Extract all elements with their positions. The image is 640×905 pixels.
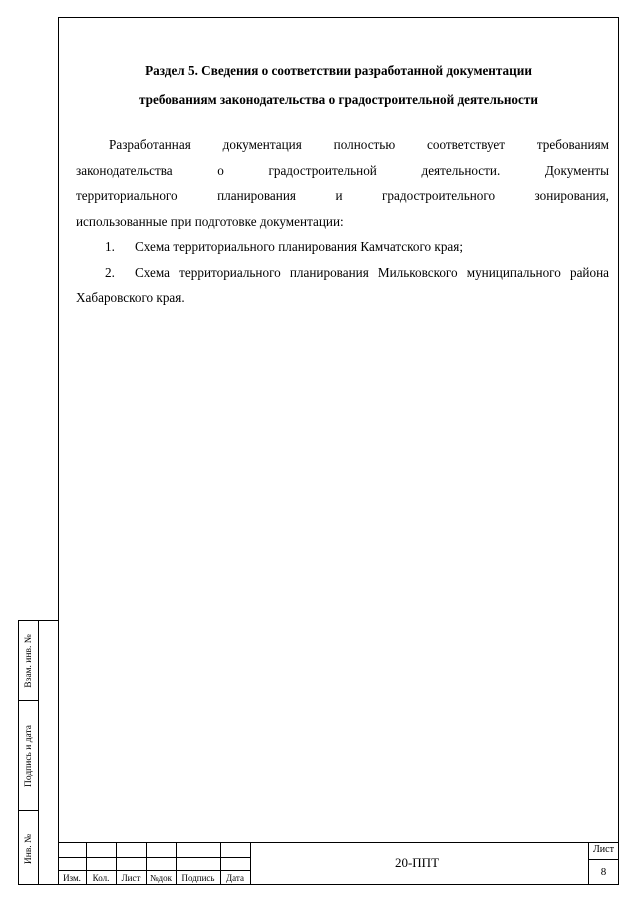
- section-heading-line-1: Раздел 5. Сведения о соответствии разработанной документации: [145, 63, 532, 78]
- paragraph-line-3: [76, 183, 609, 209]
- paragraph-line-4: использованные при подготовке документации:: [76, 213, 344, 229]
- list-item-number: 1.: [105, 239, 115, 254]
- word: документация: [222, 137, 302, 152]
- word: градостроительного: [382, 188, 496, 203]
- list-item-text: Схема территориального планирования Камчатского края;: [135, 239, 464, 254]
- body-text: [76, 132, 609, 311]
- section-heading: [58, 56, 619, 114]
- word: территориального: [76, 188, 178, 203]
- list-item-text: Схема территориального планирования Мильковского муниципального района Хабаровского края.: [76, 264, 609, 305]
- list-item-number: 2.: [105, 264, 115, 280]
- word: Разработанная: [109, 137, 191, 152]
- side-field-signature-date-label: Подпись и дата: [24, 724, 34, 787]
- label-date: Дата: [226, 873, 244, 883]
- label-sheet: Лист: [121, 873, 141, 883]
- word: планирования: [217, 188, 296, 203]
- side-field-replacement-inv: [19, 621, 39, 701]
- side-field-signature-date: [19, 701, 39, 811]
- paragraph-line-2: [76, 158, 609, 184]
- word: и: [335, 188, 343, 203]
- label-doc-number: №док: [149, 873, 173, 883]
- title-block: [58, 842, 619, 885]
- sheet-number: 8: [600, 866, 607, 878]
- list-item-2: [76, 260, 609, 311]
- label-quantity: Кол.: [92, 873, 110, 883]
- section-heading-line-2: требованиям законодательства о градостроительной деятельности: [139, 92, 538, 107]
- side-stamp-column: [19, 621, 39, 884]
- sheet-label: Лист: [593, 844, 614, 855]
- label-signature: Подпись: [181, 873, 215, 883]
- paragraph-line-1: [76, 132, 609, 158]
- word: Документы: [544, 162, 609, 178]
- word: полностью: [333, 137, 396, 152]
- side-field-replacement-inv-label: Взам. инв. №: [24, 633, 34, 688]
- side-stamp: [18, 620, 58, 885]
- side-field-inv-number-label: Инв. №: [24, 833, 34, 864]
- label-change: Изм.: [63, 873, 81, 883]
- side-field-inv-number: [19, 811, 39, 886]
- word: соответствует: [427, 137, 506, 152]
- document-code: 20-ППТ: [394, 855, 440, 870]
- word: о: [217, 162, 224, 178]
- word: зонирования,: [534, 188, 609, 203]
- word: деятельности.: [421, 162, 501, 178]
- word: законодательства: [76, 162, 173, 178]
- list-item-1: [76, 234, 609, 260]
- word: требованиям: [536, 137, 609, 152]
- word: градостроительной: [268, 162, 377, 178]
- title-block-sheet-divider: [588, 859, 619, 860]
